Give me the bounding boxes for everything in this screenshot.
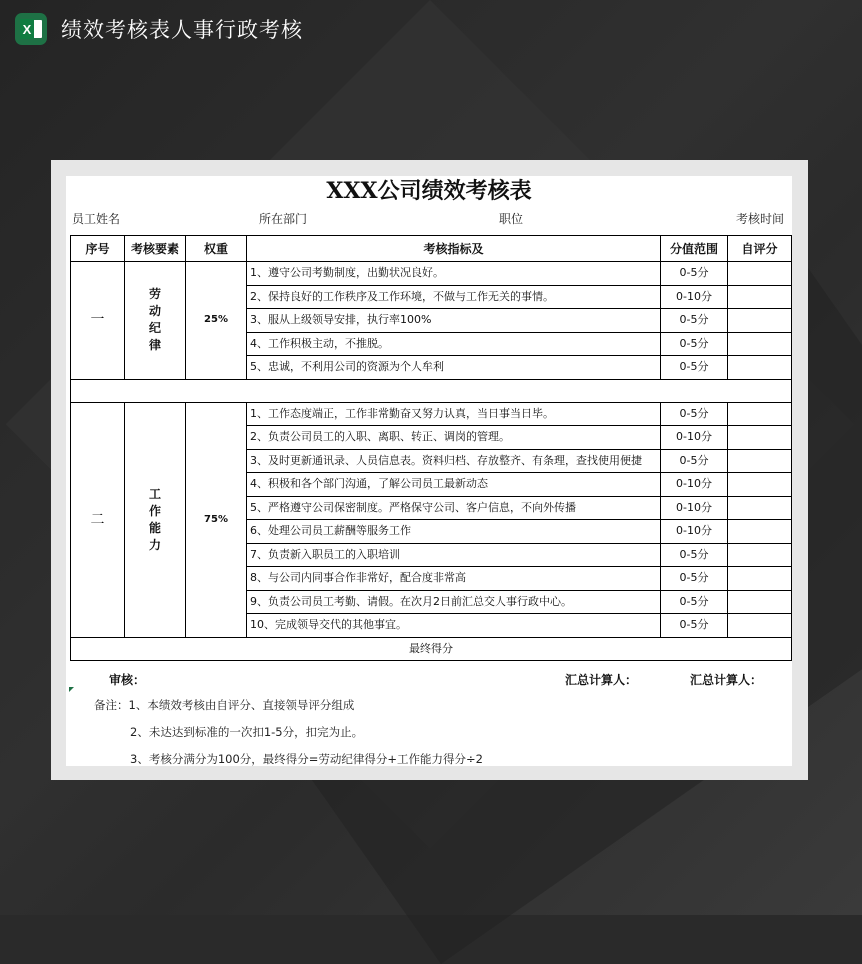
section-element: [125, 262, 186, 380]
app-header: [15, 12, 303, 46]
final-score-row: [71, 637, 792, 661]
indicator-cell[interactable]: 8、与公司内同事合作非常好，配合度非常高: [247, 567, 661, 591]
range-cell[interactable]: 0-5分: [661, 356, 728, 380]
self-score-cell[interactable]: [728, 332, 792, 356]
blank-cell[interactable]: [71, 379, 792, 402]
excel-icon: X: [15, 13, 47, 45]
header-range: 分值范围: [661, 236, 728, 262]
indicator-cell[interactable]: 3、服从上级领导安排，执行率100%: [247, 309, 661, 333]
indicator-cell[interactable]: 6、处理公司员工薪酬等服务工作: [247, 520, 661, 544]
self-score-cell[interactable]: [728, 520, 792, 544]
final-score-cell[interactable]: 最终得分: [71, 637, 792, 661]
note-line: 备注：1、本绩效考核由自评分、直接领导评分组成: [94, 698, 355, 712]
section-seq: 一: [71, 262, 125, 380]
department-label: 所在部门: [259, 212, 308, 226]
range-cell[interactable]: 0-5分: [661, 543, 728, 567]
range-cell[interactable]: 0-5分: [661, 262, 728, 286]
self-score-cell[interactable]: [728, 614, 792, 638]
range-cell[interactable]: 0-5分: [661, 449, 728, 473]
self-score-cell[interactable]: [728, 449, 792, 473]
table-row: [71, 402, 792, 426]
summary-calculator-label-2: 汇总计算人：: [690, 673, 763, 687]
self-score-cell[interactable]: [728, 356, 792, 380]
section-weight: 75%: [186, 402, 247, 637]
position-label: 职位: [499, 212, 524, 226]
note-line: 2、未达达到标准的一次扣1-5分，扣完为止。: [130, 725, 364, 739]
indicator-cell[interactable]: 1、遵守公司考勤制度，出勤状况良好。: [247, 262, 661, 286]
section-element-text: 劳动纪律: [148, 287, 161, 353]
range-cell[interactable]: 0-5分: [661, 590, 728, 614]
indicator-cell[interactable]: 4、工作积极主动，不推脱。: [247, 332, 661, 356]
self-score-cell[interactable]: [728, 285, 792, 309]
header-self-score: 自评分: [728, 236, 792, 262]
indicator-cell[interactable]: 1、工作态度端正，工作非常勤奋又努力认真，当日事当日毕。: [247, 402, 661, 426]
self-score-cell[interactable]: [728, 309, 792, 333]
reviewer-label: 审核：: [109, 673, 146, 687]
section-element-text: 工作能力: [148, 486, 161, 552]
indicator-cell[interactable]: 10、完成领导交代的其他事宜。: [247, 614, 661, 638]
table-row: [71, 262, 792, 286]
self-score-cell[interactable]: [728, 402, 792, 426]
app-title: 绩效考核表人事行政考核: [61, 18, 303, 42]
section-element: [125, 402, 186, 637]
table-header-row: [71, 236, 792, 262]
header-seq: 序号: [71, 236, 125, 262]
self-score-cell[interactable]: [728, 567, 792, 591]
indicator-cell[interactable]: 2、负责公司员工的入职、离职、转正、调岗的管理。: [247, 426, 661, 450]
self-score-cell[interactable]: [728, 262, 792, 286]
header-element: 考核要素: [125, 236, 186, 262]
indicator-cell[interactable]: 7、负责新入职员工的入职培训: [247, 543, 661, 567]
self-score-cell[interactable]: [728, 426, 792, 450]
indicator-cell[interactable]: 2、保持良好的工作秩序及工作环境，不做与工作无关的事情。: [247, 285, 661, 309]
range-cell[interactable]: 0-10分: [661, 285, 728, 309]
employee-name-label: 员工姓名: [72, 212, 121, 226]
range-cell[interactable]: 0-5分: [661, 567, 728, 591]
review-time-label: 考核时间: [736, 212, 785, 226]
range-cell[interactable]: 0-10分: [661, 473, 728, 497]
range-cell[interactable]: 0-5分: [661, 309, 728, 333]
summary-calculator-label: 汇总计算人：: [565, 673, 638, 687]
section-seq: 二: [71, 402, 125, 637]
indicator-cell[interactable]: 5、忠诚，不利用公司的资源为个人牟利: [247, 356, 661, 380]
range-cell[interactable]: 0-5分: [661, 402, 728, 426]
range-cell[interactable]: 0-5分: [661, 614, 728, 638]
spreadsheet-page: [66, 176, 792, 766]
range-cell[interactable]: 0-10分: [661, 426, 728, 450]
document-title: XXX公司绩效考核表: [326, 178, 532, 204]
self-score-cell[interactable]: [728, 473, 792, 497]
self-score-cell[interactable]: [728, 543, 792, 567]
range-cell[interactable]: 0-10分: [661, 496, 728, 520]
indicator-cell[interactable]: 3、及时更新通讯录、人员信息表。资料归档、存放整齐、有条理，查找使用便捷: [247, 449, 661, 473]
header-indicator: 考核指标及: [247, 236, 661, 262]
indicator-cell[interactable]: 9、负责公司员工考勤、请假。在次月2日前汇总交人事行政中心。: [247, 590, 661, 614]
header-weight: 权重: [186, 236, 247, 262]
self-score-cell[interactable]: [728, 590, 792, 614]
indicator-cell[interactable]: 5、严格遵守公司保密制度。严格保守公司、客户信息，不向外传播: [247, 496, 661, 520]
note-line: 3、考核分满分为100分，最终得分=劳动纪律得分+工作能力得分÷2: [130, 752, 483, 766]
range-cell[interactable]: 0-10分: [661, 520, 728, 544]
section-weight: 25%: [186, 262, 247, 380]
assessment-table: [70, 235, 792, 661]
indicator-cell[interactable]: 4、积极和各个部门沟通，了解公司员工最新动态: [247, 473, 661, 497]
self-score-cell[interactable]: [728, 496, 792, 520]
blank-row: [71, 379, 792, 402]
range-cell[interactable]: 0-5分: [661, 332, 728, 356]
cell-marker-icon: [69, 687, 74, 692]
